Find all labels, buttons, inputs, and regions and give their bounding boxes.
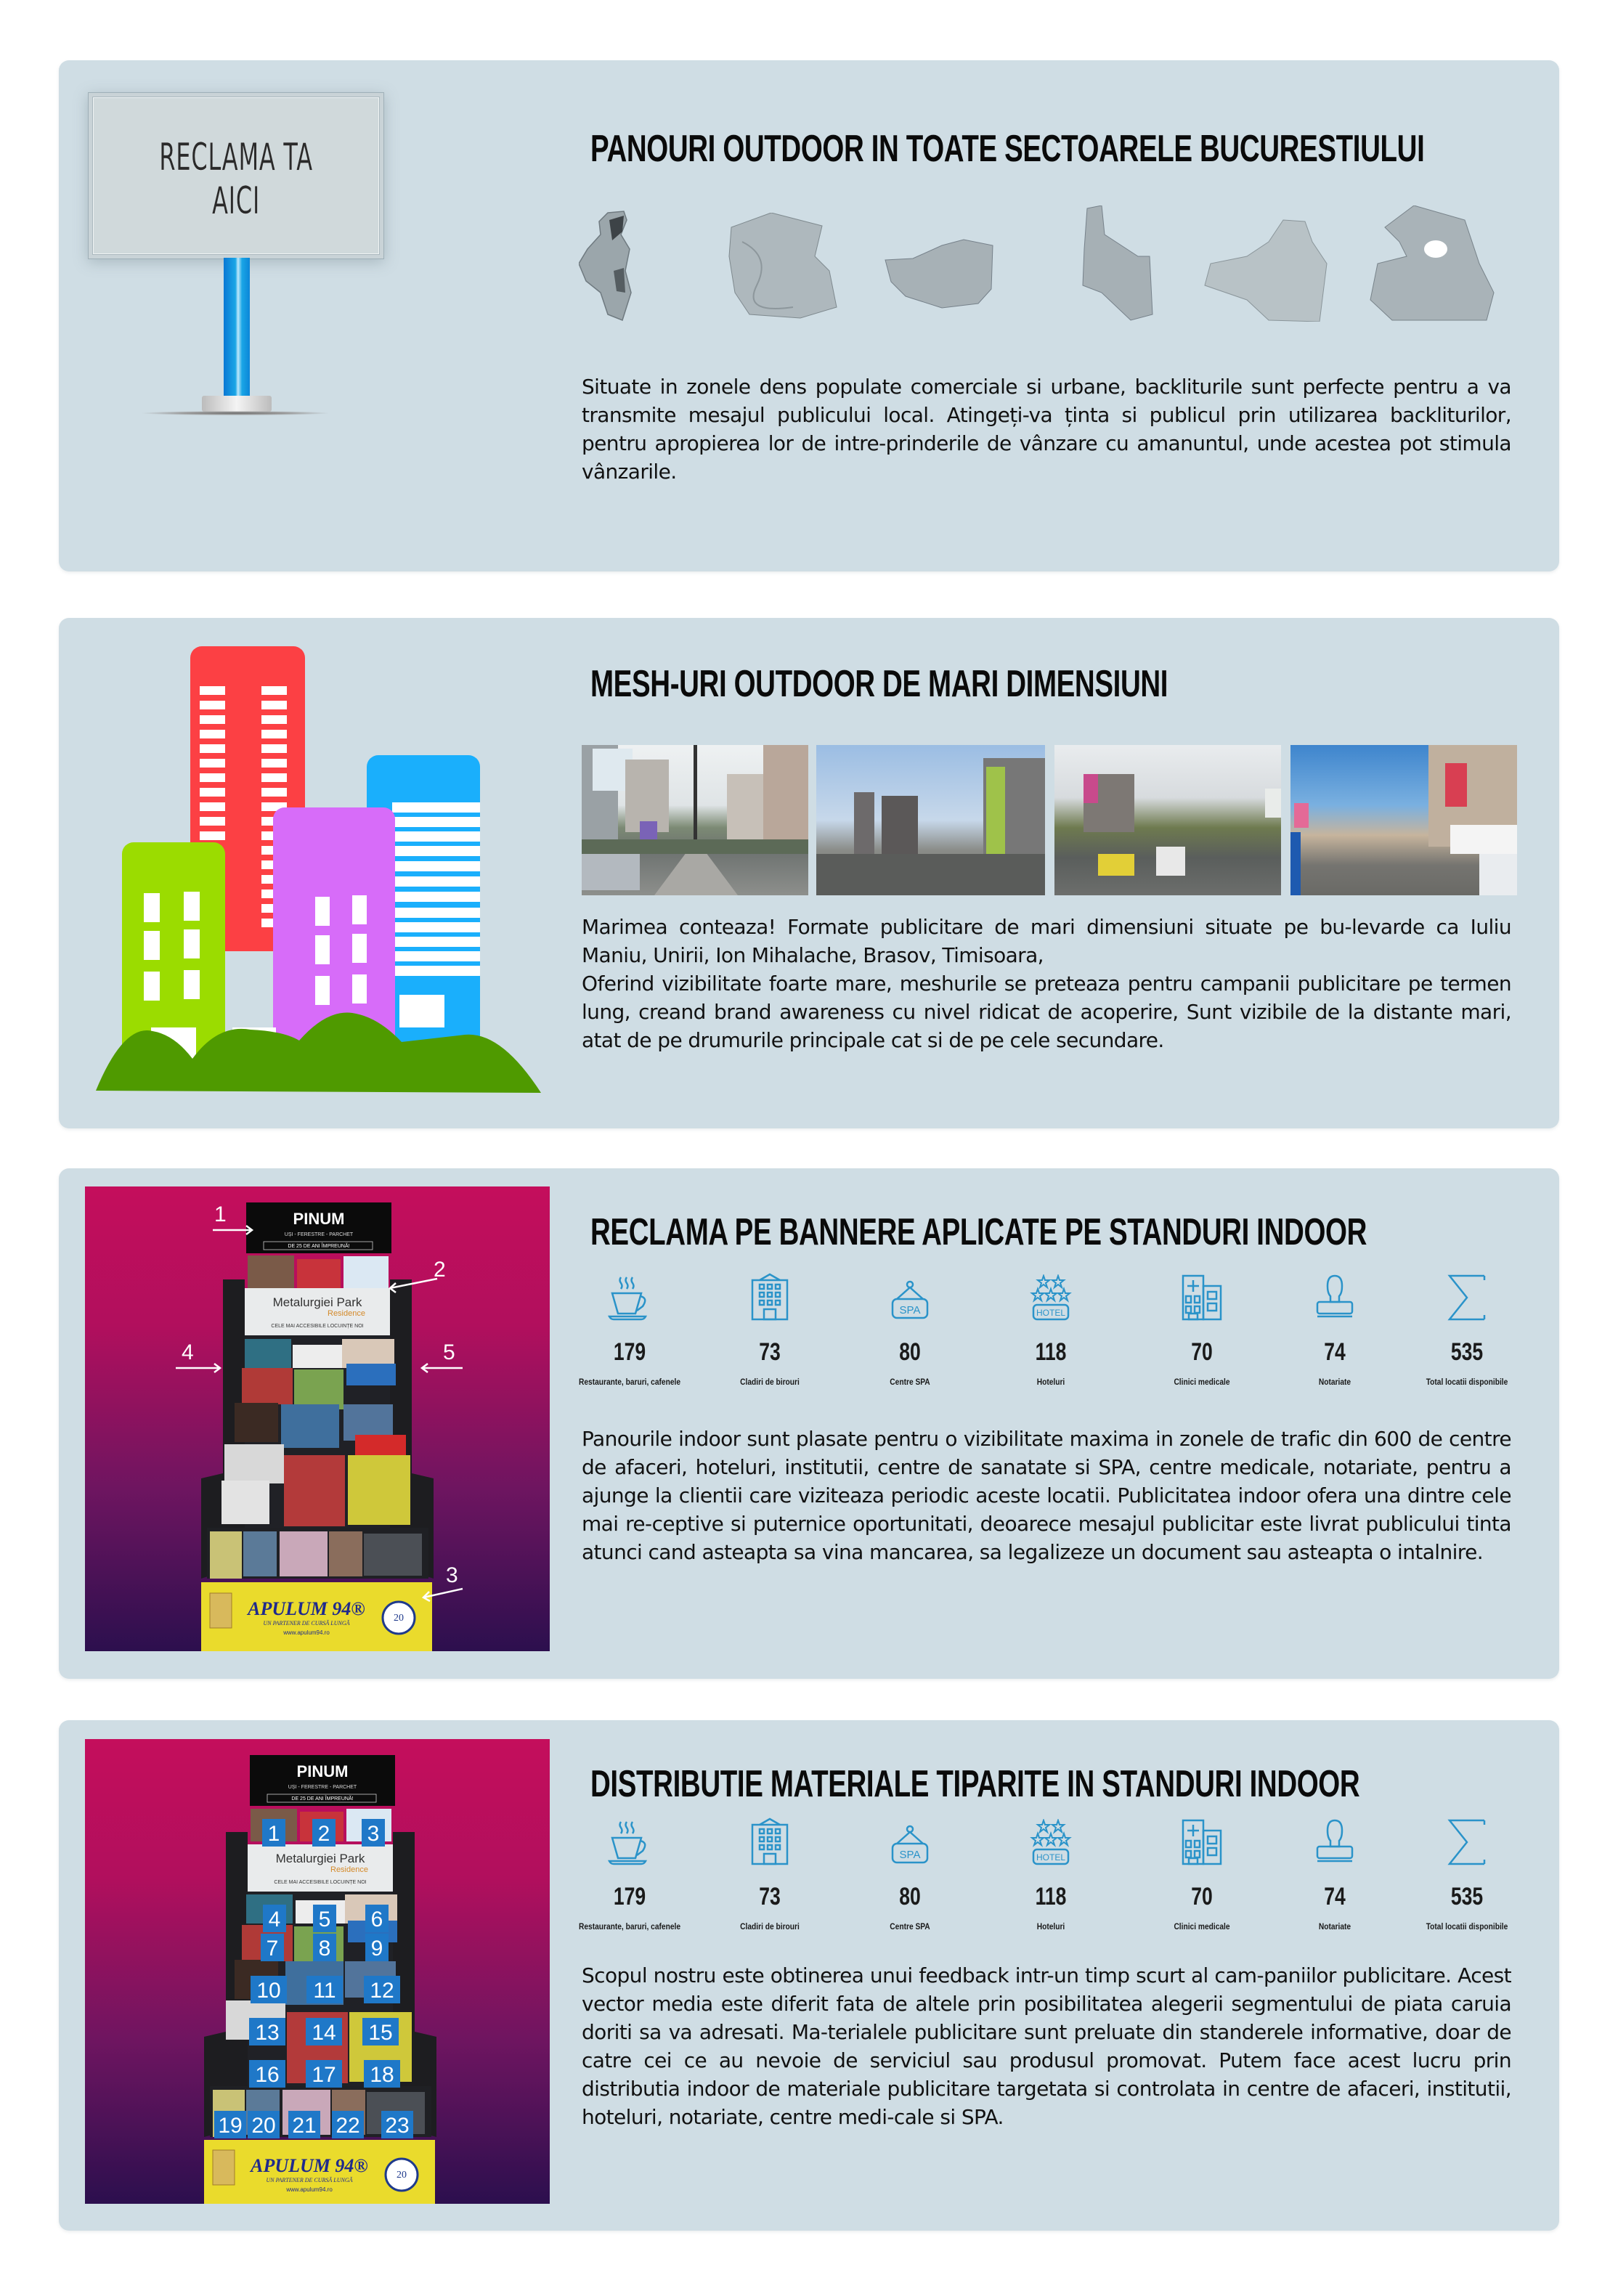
stand-photo-distributie (85, 1739, 550, 2204)
svg-text:UȘI - FERESTRE - PARCHET: UȘI - FERESTRE - PARCHET (284, 1232, 354, 1237)
svg-text:3: 3 (367, 1822, 380, 1846)
stat-clinici (1137, 1274, 1267, 1387)
svg-text:UN PARTENER DE CURSĂ LUNGĂ: UN PARTENER DE CURSĂ LUNGĂ (263, 1620, 350, 1627)
stat-label: Restaurante, baruri, cafenele (578, 1377, 681, 1387)
office-building-icon (704, 1819, 835, 1865)
svg-text:HOTEL: HOTEL (1036, 1852, 1066, 1863)
svg-text:9: 9 (370, 1937, 383, 1961)
svg-text:19: 19 (218, 2114, 243, 2138)
sector-map-3 (884, 238, 1015, 311)
stat-birouri (704, 1274, 835, 1387)
stat-spa (845, 1819, 975, 1931)
svg-text:APULUM 94®: APULUM 94® (248, 1598, 365, 1619)
slot-badge-10 (251, 1976, 287, 2003)
svg-text:APULUM 94®: APULUM 94® (251, 2155, 368, 2176)
stat-hoteluri (985, 1274, 1116, 1387)
svg-text:10: 10 (256, 1979, 281, 2003)
stat-total (1402, 1819, 1532, 1931)
svg-text:7: 7 (266, 1937, 279, 1961)
spa-sign-icon (845, 1819, 975, 1865)
slot-badge-7 (261, 1934, 284, 1961)
billboard-frame (88, 92, 384, 259)
slot-badge-12 (364, 1976, 400, 2003)
slot-badge-2 (312, 1819, 336, 1847)
slot-badge-23 (381, 2111, 413, 2138)
sigma-icon (1402, 1274, 1532, 1321)
slot-badge-9 (365, 1934, 389, 1961)
stat-label: Clinici medicale (1174, 1921, 1230, 1931)
svg-text:CELE MAI ACCESIBILE LOCUINȚE N: CELE MAI ACCESIBILE LOCUINȚE NOI (274, 1880, 367, 1885)
street-photo-2 (816, 745, 1045, 895)
svg-text:2: 2 (317, 1822, 330, 1846)
slot-badge-16 (249, 2060, 285, 2088)
coffee-cup-icon (564, 1274, 695, 1321)
stat-label: Centre SPA (890, 1921, 930, 1931)
billboard-text: RECLAMA TA AICI (159, 136, 313, 223)
slot-badge-4 (263, 1905, 286, 1932)
body-paragraph-2: Oferind vizibilitate foarte mare, meshurile se preteaza pentru campanii publicitare pe termen lung, creand brand awareness cu nivel ridicat de acoperire, Sunt vizibile de la distante mari, atat de pe drumurile principale cat si de pe cele secundare. (582, 972, 1511, 1052)
stat-value: 80 (899, 1883, 921, 1910)
slot-badge-5 (313, 1905, 336, 1932)
svg-text:SPA: SPA (899, 1849, 921, 1861)
section-body-distributie (582, 1961, 1511, 2131)
svg-text:11: 11 (313, 1979, 336, 2003)
slot-badge-18 (364, 2060, 400, 2088)
stat-label: Cladiri de birouri (740, 1377, 800, 1387)
slot-badge-13 (249, 2018, 285, 2045)
svg-text:1: 1 (267, 1822, 280, 1846)
stand-photo-bannere (85, 1186, 550, 1651)
svg-text:20: 20 (394, 1613, 404, 1624)
hospital-icon (1137, 1819, 1267, 1865)
svg-text:22: 22 (336, 2114, 360, 2138)
marker-3: 3 (446, 1563, 458, 1587)
stat-label: Total locatii disponibile (1426, 1377, 1508, 1387)
stat-restaurante (564, 1274, 695, 1387)
svg-text:13: 13 (255, 2021, 280, 2045)
slot-badge-15 (362, 2018, 399, 2045)
svg-text:23: 23 (385, 2114, 410, 2138)
street-photo-4 (1290, 745, 1517, 895)
stat-value: 179 (613, 1338, 646, 1366)
body-paragraph: Scopul nostru este obtinerea unui feedback intr-un timp scurt al cam-paniilor publicitare. Acest vector media este diferit fata de altele prin posibilitatea alegerii segmentului de piata caruia doriti sa va adresati. Ma-terialele publicitare sunt preluate din standerele informative, doar de catre cei ce au nevoie de serviciul sau produsul promovat. Putem face acest lucru prin distributia indoor de materiale publicitare targetata si controlata in centre de afaceri, institutii, hoteluri, notariate, centre medi-cale si SPA. (582, 1963, 1511, 2129)
svg-text:8: 8 (318, 1937, 331, 1961)
stat-label: Hoteluri (1036, 1377, 1065, 1387)
stat-clinici (1137, 1819, 1267, 1931)
street-photo-1 (582, 745, 808, 895)
section-body-panouri (582, 373, 1511, 486)
svg-text:16: 16 (255, 2063, 280, 2087)
slot-badge-1 (262, 1819, 285, 1847)
city-buildings-illustration (94, 646, 545, 1096)
sector-map-1 (579, 205, 710, 322)
stat-value: 179 (613, 1883, 646, 1910)
svg-text:5: 5 (318, 1908, 331, 1931)
stat-value: 70 (1191, 1338, 1213, 1366)
svg-text:Residence: Residence (330, 1865, 368, 1874)
svg-text:www.apulum94.ro: www.apulum94.ro (283, 1629, 330, 1636)
hotel-stars-icon (985, 1819, 1116, 1865)
slot-badge-21 (288, 2111, 320, 2138)
stat-value: 74 (1324, 1338, 1346, 1366)
stat-value: 73 (759, 1338, 781, 1366)
stamp-icon (1269, 1274, 1400, 1321)
svg-text:DE 25 DE ANI ÎMPREUNĂ!: DE 25 DE ANI ÎMPREUNĂ! (291, 1796, 354, 1802)
stat-label: Centre SPA (890, 1377, 930, 1387)
body-paragraph: Panourile indoor sunt plasate pentru o vizibilitate maxima in zonele de trafic din 600 de centre de afaceri, hoteluri, institutii, centre de sanatate si SPA, centre medicale, notariate, pentru a ajunge la clientii care viziteaza periodic aceste locatii. Publicitatea indoor ofera una dintre cele mai re-ceptive si puternice oportunitati, deoarece mesajul publicitar este livrat publicului tinta atunci cand asteapta sa vina mancarea, sa legalizeze un document sau asteapta o intalnire. (582, 1427, 1511, 1564)
svg-text:Metalurgiei Park: Metalurgiei Park (275, 1852, 365, 1865)
stat-hoteluri (985, 1819, 1116, 1931)
slot-badge-20 (248, 2111, 280, 2138)
hotel-stars-icon (985, 1274, 1116, 1321)
stat-value: 118 (1035, 1338, 1067, 1366)
section-title-distributie: DISTRIBUTIE MATERIALE TIPARITE IN STANDURI INDOOR (590, 1763, 1360, 1805)
sector-maps (579, 205, 1505, 322)
sector-map-4 (1080, 205, 1167, 322)
slot-badge-22 (332, 2111, 364, 2138)
stat-label: Cladiri de birouri (740, 1921, 800, 1931)
billboard-pole (224, 258, 250, 396)
coffee-cup-icon (564, 1819, 695, 1865)
section-title-panouri: PANOURI OUTDOOR IN TOATE SECTOARELE BUCURESTIULUI (590, 128, 1425, 170)
body-paragraph-1: Marimea conteaza! Formate publicitare de mari dimensiuni situate pe bu-levarde ca Iuliu Maniu, Unirii, Ion Mihalache, Brasov, Timisoara, (582, 915, 1511, 967)
svg-text:PINUM: PINUM (296, 1762, 349, 1780)
stat-restaurante (564, 1819, 695, 1931)
stat-value: 70 (1191, 1883, 1213, 1910)
svg-text:18: 18 (370, 2063, 394, 2087)
marker-1: 1 (214, 1202, 227, 1226)
svg-text:21: 21 (292, 2114, 317, 2138)
section-body-bannere (582, 1425, 1511, 1566)
slot-badge-17 (306, 2060, 342, 2088)
stats-row-bannere (574, 1274, 1511, 1398)
stat-notariate (1269, 1274, 1400, 1387)
marker-4: 4 (182, 1340, 194, 1364)
spa-sign-icon (845, 1274, 975, 1321)
sector-map-2 (728, 213, 858, 322)
stat-value: 535 (1450, 1338, 1484, 1366)
svg-text:12: 12 (370, 1979, 394, 2003)
office-building-icon (704, 1274, 835, 1321)
slot-badge-8 (313, 1934, 336, 1961)
stamp-icon (1269, 1819, 1400, 1865)
body-paragraph: Situate in zonele dens populate comerciale si urbane, backliturile sunt perfecte pentru a va transmite mesajul publicului local. Atingeți-va ținta si publicul prin utilizarea backliturilor, pentru apropierea lor de intre-prinderile de vânzare cu amanuntul, unde acestea pot stimula vânzarile. (582, 375, 1511, 484)
sector-map-6 (1363, 205, 1501, 322)
stat-value: 118 (1035, 1883, 1067, 1910)
stat-label: Clinici medicale (1174, 1377, 1230, 1387)
stat-value: 73 (759, 1883, 781, 1910)
slot-badge-14 (306, 2018, 342, 2045)
stat-label: Total locatii disponibile (1426, 1921, 1508, 1931)
svg-text:6: 6 (370, 1908, 383, 1931)
svg-text:4: 4 (268, 1908, 281, 1931)
stat-spa (845, 1274, 975, 1387)
stat-label: Notariate (1318, 1377, 1351, 1387)
slot-badge-11 (306, 1976, 343, 2003)
stat-label: Hoteluri (1036, 1921, 1065, 1931)
billboard-base (202, 396, 272, 412)
svg-text:HOTEL: HOTEL (1036, 1308, 1066, 1318)
street-photo-3 (1054, 745, 1281, 895)
svg-text:15: 15 (368, 2021, 393, 2045)
sector-map-5 (1203, 213, 1349, 322)
slot-badge-19 (214, 2111, 246, 2138)
billboard-shadow (142, 411, 328, 415)
svg-text:UȘI - FERESTRE - PARCHET: UȘI - FERESTRE - PARCHET (288, 1785, 357, 1790)
svg-text:17: 17 (312, 2063, 336, 2087)
svg-text:DE 25 DE ANI ÎMPREUNĂ!: DE 25 DE ANI ÎMPREUNĂ! (288, 1244, 350, 1249)
svg-text:14: 14 (312, 2021, 336, 2045)
stat-value: 80 (899, 1338, 921, 1366)
svg-text:20: 20 (397, 2170, 407, 2181)
marker-5: 5 (443, 1340, 455, 1364)
stat-birouri (704, 1819, 835, 1931)
stand-top-brand: PINUM (293, 1210, 345, 1228)
stat-notariate (1269, 1819, 1400, 1931)
svg-text:CELE MAI ACCESIBILE LOCUINȚE N: CELE MAI ACCESIBILE LOCUINȚE NOI (271, 1324, 364, 1329)
hospital-icon (1137, 1274, 1267, 1321)
svg-text:SPA: SPA (899, 1304, 921, 1316)
stat-value: 74 (1324, 1883, 1346, 1910)
section-title-bannere: RECLAMA PE BANNERE APLICATE PE STANDURI INDOOR (590, 1211, 1367, 1253)
marker-2: 2 (434, 1258, 446, 1282)
stat-label: Notariate (1318, 1921, 1351, 1931)
svg-text:UN PARTENER DE CURSĂ LUNGĂ: UN PARTENER DE CURSĂ LUNGĂ (266, 2177, 353, 2183)
section-body-mesh (582, 913, 1511, 1054)
stats-row-distributie (574, 1819, 1511, 1942)
stat-total (1402, 1274, 1532, 1387)
stat-value: 535 (1450, 1883, 1484, 1910)
svg-text:www.apulum94.ro: www.apulum94.ro (286, 2186, 333, 2193)
sigma-icon (1402, 1819, 1532, 1865)
svg-text:Metalurgiei Park: Metalurgiei Park (272, 1295, 362, 1309)
stat-label: Restaurante, baruri, cafenele (578, 1921, 681, 1931)
svg-text:20: 20 (251, 2114, 276, 2138)
slot-badge-6 (365, 1905, 389, 1932)
svg-text:Residence: Residence (328, 1309, 365, 1318)
billboard-panel (93, 97, 379, 254)
slot-badge-3 (362, 1819, 385, 1847)
section-title-mesh: MESH-URI OUTDOOR DE MARI DIMENSIUNI (590, 663, 1168, 705)
